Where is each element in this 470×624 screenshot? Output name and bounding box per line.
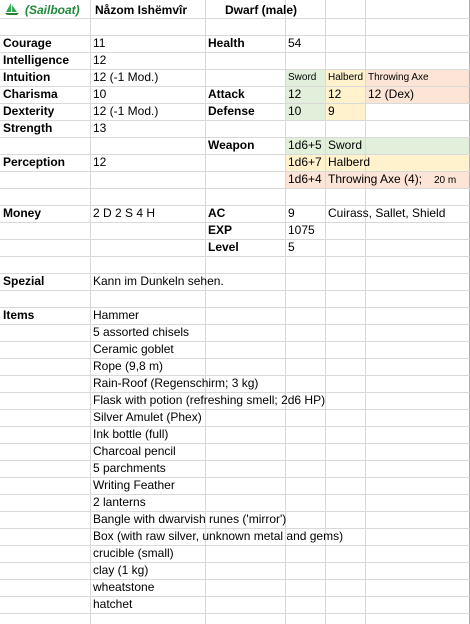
- grid-row-line: [0, 494, 470, 495]
- strength-label: Strength: [3, 121, 53, 135]
- weapon-sword-name: Sword: [328, 138, 363, 152]
- perception-label: Perception: [3, 155, 66, 169]
- list-item: Ceramic goblet: [93, 342, 174, 356]
- level-value: 5: [288, 240, 295, 254]
- list-item: Rain-Roof (Regenschirm; 3 kg): [93, 376, 259, 390]
- list-item: Rope (9,8 m): [93, 359, 164, 373]
- list-item: Bangle with dwarvish runes ('mirror'): [93, 512, 287, 526]
- armor-value: Cuirass, Sallet, Shield: [328, 206, 446, 220]
- grid-row-line: [0, 613, 470, 614]
- ship-label: (Sailboat): [25, 3, 80, 17]
- grid-row-line: [0, 477, 470, 478]
- character-race: Dwarf (male): [225, 3, 298, 17]
- weapon-throwing-axe-name: Throwing Axe (4);: [328, 172, 423, 186]
- attack-sword: 12: [288, 87, 302, 101]
- list-item: Hammer: [93, 308, 140, 322]
- list-item: Box (with raw silver, unknown metal and gems): [93, 529, 344, 543]
- list-item: Flask with potion (refreshing smell; 2d6 HP): [93, 393, 326, 407]
- strength-value: 13: [93, 121, 107, 135]
- weapon-throwing-axe-range: 20 m: [434, 175, 457, 186]
- list-item: 5 parchments: [93, 461, 166, 475]
- grid-row-line: [0, 52, 470, 53]
- intelligence-value: 12: [93, 53, 107, 67]
- weapon-sword-damage: 1d6+5: [288, 138, 322, 152]
- weapon-halberd-damage: 1d6+7: [288, 155, 322, 169]
- intuition-value: 12 (-1 Mod.): [93, 70, 159, 84]
- exp-label: EXP: [208, 223, 233, 237]
- perception-value: 12: [93, 155, 107, 169]
- list-item: clay (1 kg): [93, 563, 149, 577]
- character-name: Nåzom Ishëmvîr: [95, 3, 188, 17]
- grid-row-line: [0, 409, 470, 410]
- health-label: Health: [208, 36, 245, 50]
- special-value: Kann im Dunkeln sehen.: [93, 274, 224, 288]
- charisma-label: Charisma: [3, 87, 58, 101]
- level-label: Level: [208, 240, 239, 254]
- grid-row-line: [0, 307, 470, 308]
- dexterity-label: Dexterity: [3, 104, 55, 118]
- attack-label: Attack: [208, 87, 245, 101]
- grid-row-line: [0, 596, 470, 597]
- ac-value: 9: [288, 206, 295, 220]
- grid-row-line: [0, 222, 470, 223]
- exp-value: 1075: [288, 223, 315, 237]
- throwing-axe-header: Throwing Axe: [368, 72, 429, 83]
- list-item: Ink bottle (full): [93, 427, 169, 441]
- grid-row-line: [0, 460, 470, 461]
- grid-row-line: [0, 154, 470, 155]
- courage-label: Courage: [3, 36, 52, 50]
- intelligence-label: Intelligence: [3, 53, 70, 67]
- sailboat-icon: [0, 2, 24, 19]
- grid-row-line: [0, 545, 470, 546]
- grid-row-line: [0, 273, 470, 274]
- grid-row-line: [0, 341, 470, 342]
- grid-row-line: [0, 562, 470, 563]
- intuition-label: Intuition: [3, 70, 51, 84]
- halberd-header: Halberd: [328, 72, 364, 83]
- defense-sword: 10: [288, 104, 302, 118]
- money-label: Money: [3, 206, 42, 220]
- attack-throwing-axe: 12 (Dex): [368, 87, 415, 101]
- weapon-halberd-name: Halberd: [328, 155, 371, 169]
- list-item: Charcoal pencil: [93, 444, 176, 458]
- ac-label: AC: [208, 206, 226, 220]
- list-item: Writing Feather: [93, 478, 175, 492]
- list-item: 5 assorted chisels: [93, 325, 190, 339]
- grid-row-line: [0, 256, 470, 257]
- special-label: Spezial: [3, 274, 45, 288]
- dexterity-value: 12 (-1 Mod.): [93, 104, 159, 118]
- health-value: 54: [288, 36, 302, 50]
- grid-row-line: [0, 579, 470, 580]
- grid-row-line: [0, 426, 470, 427]
- charisma-value: 10: [93, 87, 107, 101]
- list-item: wheatstone: [93, 580, 155, 594]
- list-item: hatchet: [93, 597, 133, 611]
- grid-row-line: [0, 324, 470, 325]
- attack-halberd: 12: [328, 87, 342, 101]
- defense-halberd: 9: [328, 104, 335, 118]
- money-value: 2 D 2 S 4 H: [93, 206, 156, 220]
- grid-row-line: [0, 188, 470, 189]
- grid-row-line: [0, 358, 470, 359]
- grid-row-line: [0, 290, 470, 291]
- courage-value: 11: [93, 36, 106, 50]
- grid-row-line: [0, 443, 470, 444]
- list-item: crucible (small): [93, 546, 174, 560]
- grid-row-line: [0, 120, 470, 121]
- weapon-label: Weapon: [208, 138, 255, 152]
- items-label: Items: [3, 308, 35, 322]
- sword-header: Sword: [288, 72, 317, 83]
- list-item: Silver Amulet (Phex): [93, 410, 202, 424]
- weapon-throwing-axe-damage: 1d6+4: [288, 172, 322, 186]
- list-item: 2 lanterns: [93, 495, 146, 509]
- defense-label: Defense: [208, 104, 255, 118]
